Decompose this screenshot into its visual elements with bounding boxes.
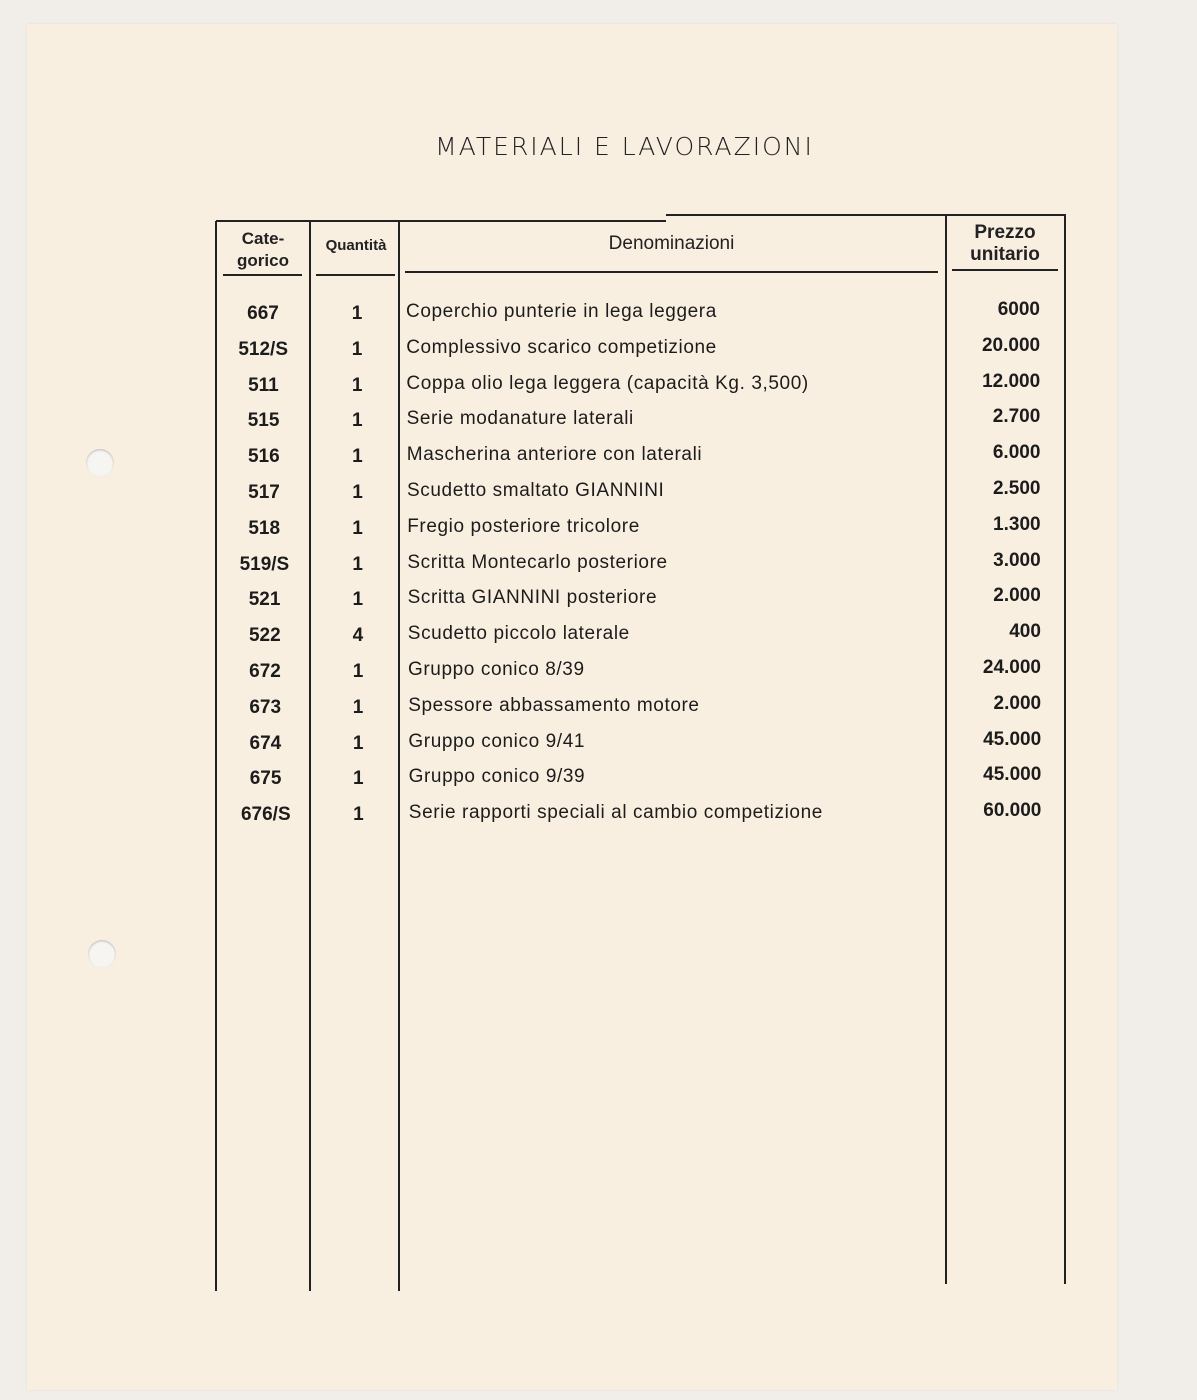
- row-price: 60.000: [983, 800, 1042, 822]
- row-quantity: 1: [352, 732, 364, 754]
- row-description: Scudetto smaltato GIANNINI: [407, 480, 665, 501]
- table-left-border: [215, 221, 217, 1291]
- row-price: 3.000: [993, 549, 1041, 571]
- row-quantity: 1: [351, 303, 363, 324]
- row-price: 12.000: [982, 370, 1041, 392]
- row-price: 2.000: [993, 585, 1041, 607]
- row-quantity: 1: [352, 589, 364, 611]
- row-code: 674: [249, 732, 282, 754]
- row-quantity: 1: [352, 446, 363, 468]
- header-underline-categorico: [223, 274, 302, 276]
- punch-hole-top: [86, 449, 114, 477]
- row-quantity: 1: [353, 768, 364, 790]
- row-quantity: 1: [353, 804, 364, 826]
- row-price: 2.500: [992, 478, 1041, 499]
- row-code: 511: [248, 374, 279, 396]
- column-divider-1: [309, 221, 311, 1291]
- row-description: Scritta GIANNINI posteriore: [407, 587, 658, 609]
- row-description: Coperchio punterie in lega leggera: [406, 301, 717, 322]
- row-price: 6000: [997, 299, 1040, 320]
- row-code: 518: [248, 517, 281, 539]
- row-description: Gruppo conico 8/39: [408, 659, 585, 680]
- row-description: Mascherina anteriore con laterali: [406, 444, 703, 466]
- row-quantity: 4: [352, 625, 364, 647]
- row-price: 2.000: [993, 692, 1042, 714]
- row-price: 400: [1009, 621, 1041, 643]
- header-prezzo-unitario: Prezzo unitario: [970, 222, 1040, 265]
- header-underline-prezzo: [952, 269, 1058, 271]
- row-description: Scritta Montecarlo posteriore: [407, 551, 668, 573]
- row-quantity: 1: [351, 338, 363, 360]
- row-code: 675: [249, 768, 282, 790]
- row-description: Serie modanature laterali: [406, 408, 634, 430]
- row-price: 24.000: [982, 657, 1041, 678]
- row-price: 1.300: [993, 513, 1041, 535]
- row-code: 672: [249, 661, 281, 682]
- row-code: 517: [248, 482, 280, 503]
- punch-hole-bottom: [88, 940, 116, 968]
- row-quantity: 1: [352, 517, 363, 539]
- header-underline-quantita: [316, 274, 395, 276]
- row-description: Spessore abbassamento motore: [408, 694, 700, 716]
- row-code: 676/S: [240, 804, 291, 826]
- row-description: Scudetto piccolo laterale: [407, 623, 630, 645]
- row-code: 521: [248, 589, 281, 611]
- row-price: 6.000: [992, 442, 1041, 464]
- row-quantity: 1: [352, 410, 363, 432]
- row-price: 45.000: [983, 728, 1042, 750]
- row-code: 667: [247, 303, 279, 324]
- row-description: Gruppo conico 9/41: [408, 730, 586, 752]
- row-quantity: 1: [351, 374, 363, 396]
- table-top-rule-right: [666, 214, 1066, 216]
- header-categorico: Cate- gorico: [237, 229, 289, 270]
- table-right-border: [1064, 216, 1066, 1284]
- row-price: 20.000: [981, 334, 1041, 356]
- row-code: 519/S: [239, 553, 290, 575]
- header-denominazioni: Denominazioni: [608, 233, 735, 254]
- row-description: Coppa olio lega leggera (capacità Kg. 3,500): [406, 372, 809, 394]
- table-top-rule: [216, 220, 666, 222]
- column-divider-2: [398, 221, 400, 1291]
- row-code: 673: [249, 696, 282, 718]
- row-description: Fregio posteriore tricolore: [407, 515, 640, 537]
- row-price: 2.700: [992, 406, 1041, 428]
- row-price: 45.000: [983, 764, 1042, 786]
- row-description: Serie rapporti speciali al cambio competizione: [408, 802, 823, 824]
- header-underline-denominazioni: [405, 271, 938, 273]
- page-title: MATERIALI E LAVORAZIONI: [435, 132, 814, 161]
- row-code: 512/S: [238, 338, 289, 360]
- row-code: 522: [248, 625, 281, 647]
- row-quantity: 1: [352, 482, 363, 503]
- row-quantity: 1: [352, 553, 363, 575]
- row-description: Gruppo conico 9/39: [408, 766, 586, 788]
- row-code: 515: [247, 410, 280, 432]
- row-description: Complessivo scarico competizione: [406, 336, 717, 358]
- header-quantita: Quantità: [325, 237, 387, 254]
- row-quantity: 1: [352, 696, 364, 718]
- row-quantity: 1: [352, 661, 364, 682]
- row-code: 516: [247, 446, 280, 468]
